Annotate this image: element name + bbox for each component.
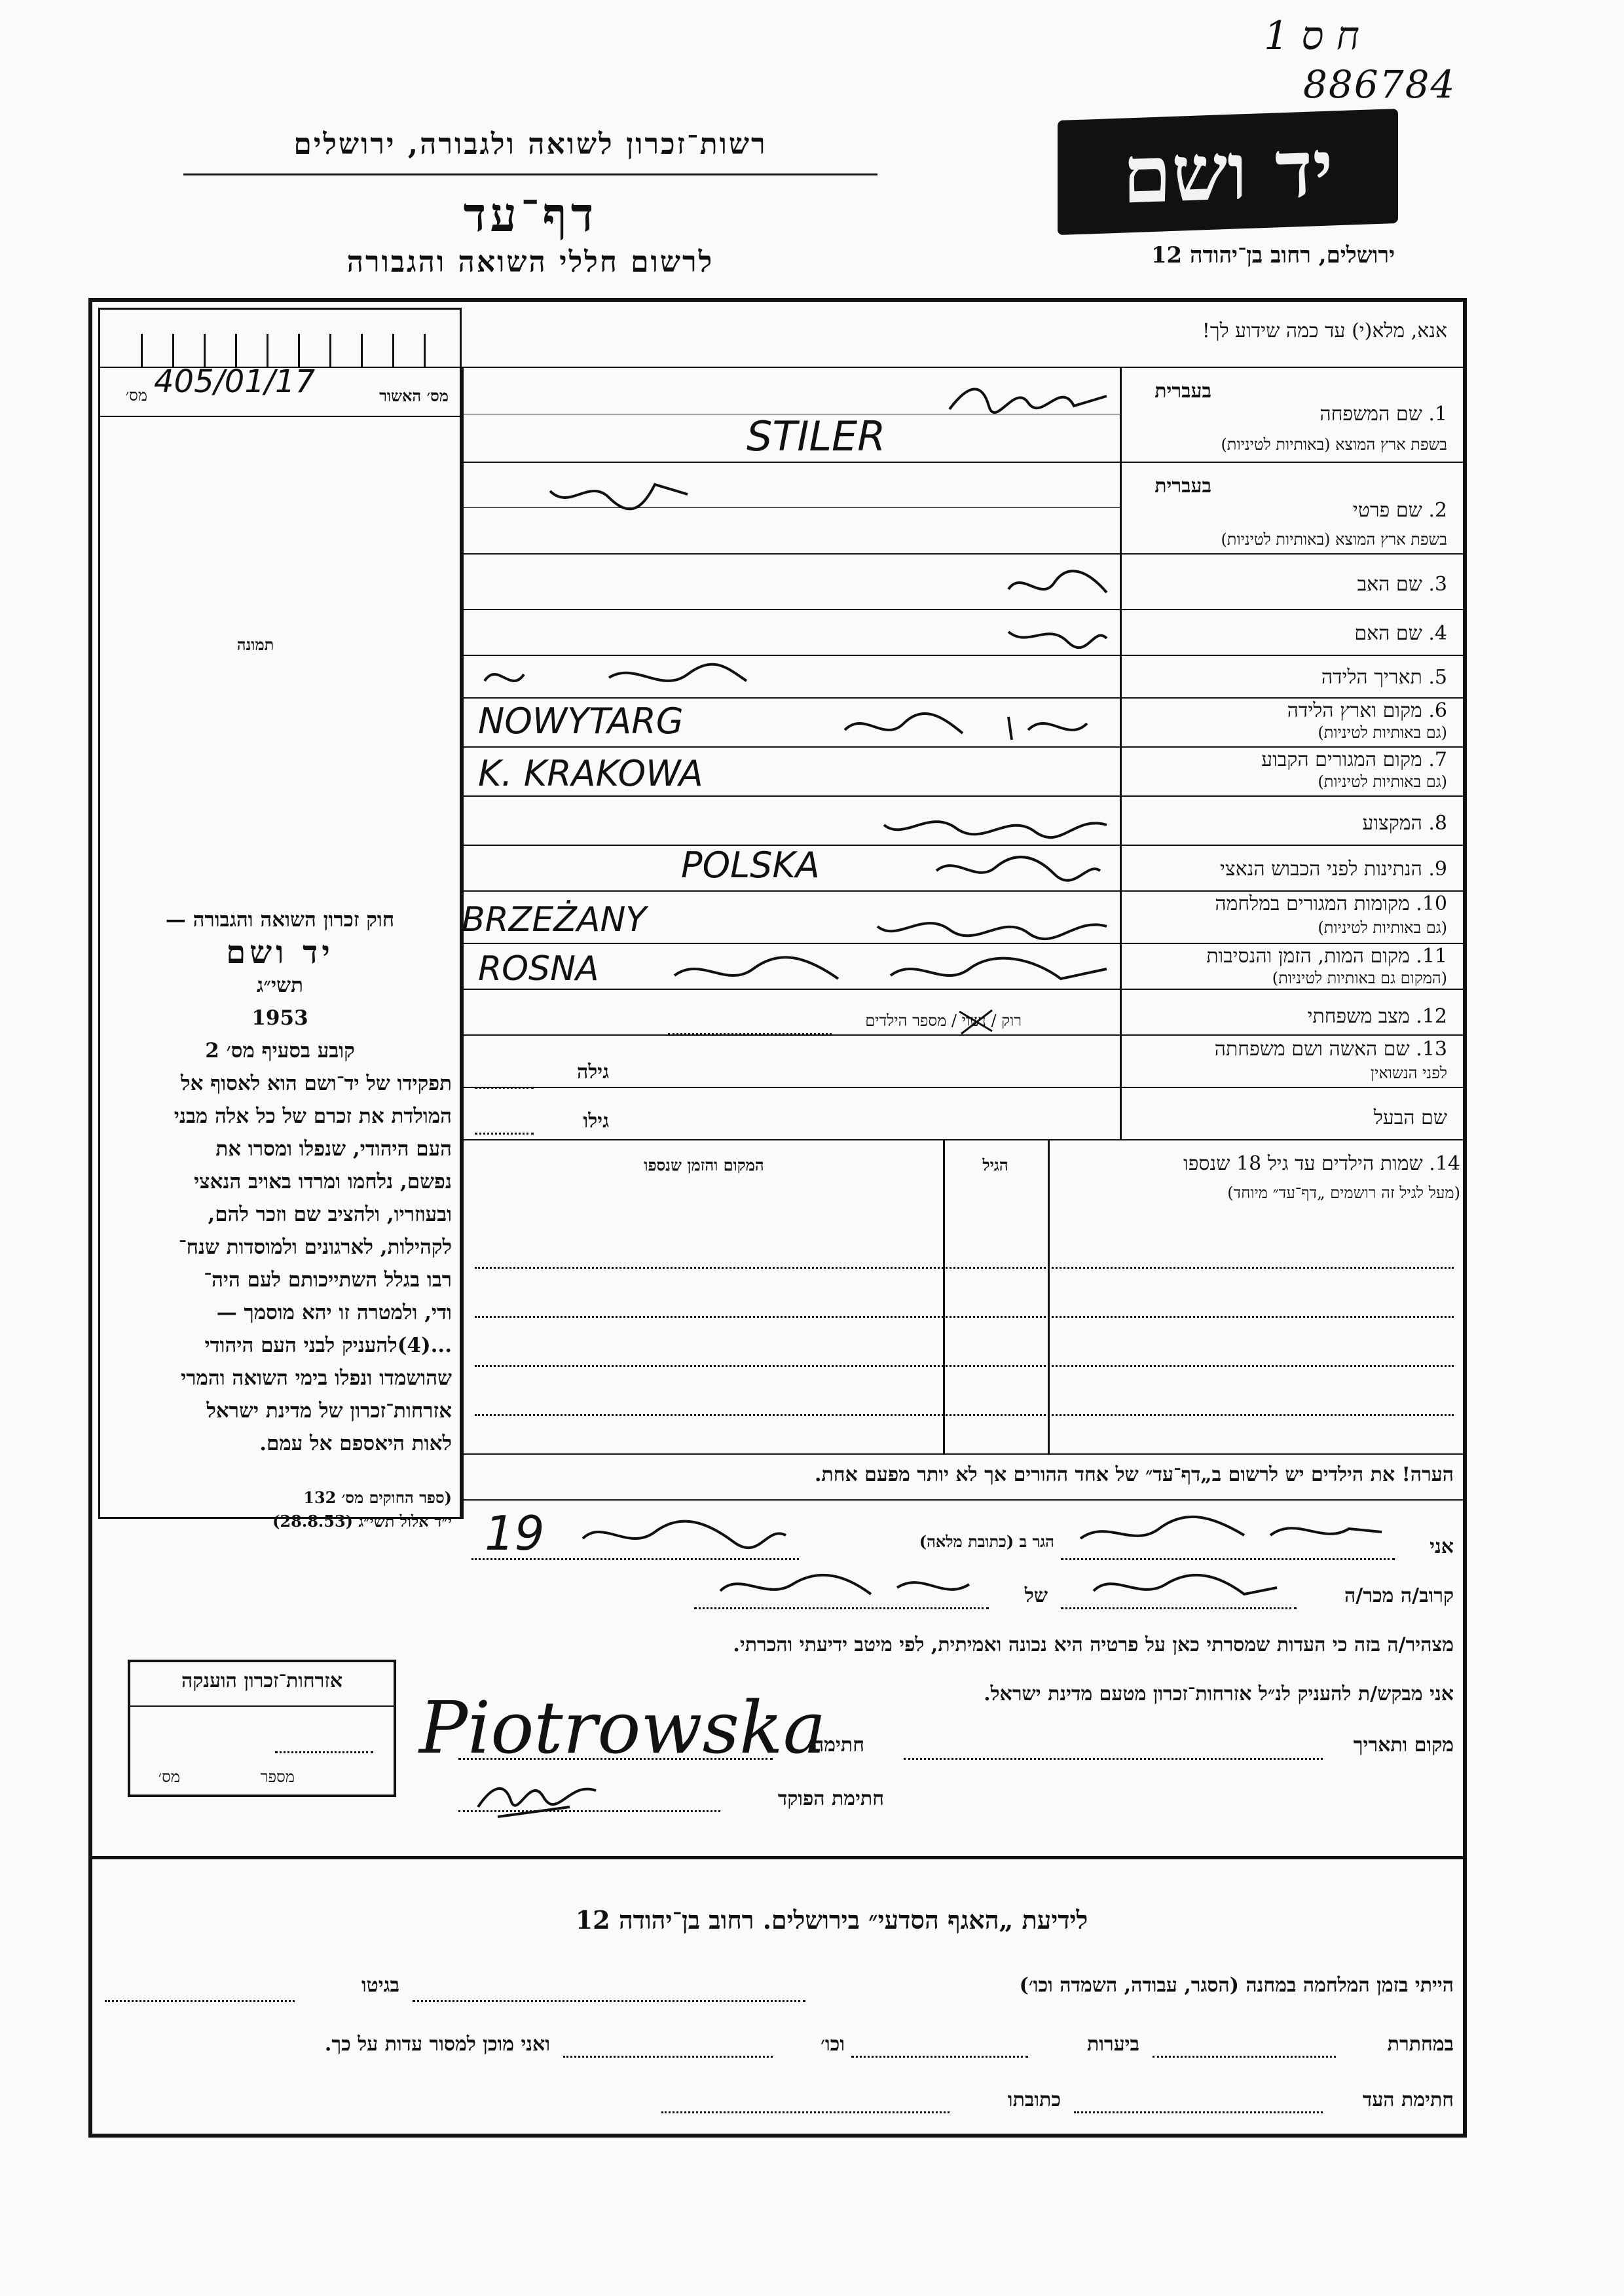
field-9-label: 9. הנתינות לפני הכבוש הנאצי — [1220, 858, 1447, 881]
footer-witness-signature-label: חתימת העד — [1362, 2088, 1454, 2111]
footer-address-label: כתובתו — [1007, 2088, 1061, 2111]
children-place-header: המקום והזמן שנספו — [644, 1156, 764, 1175]
field-3-label: 3. שם האב — [1357, 573, 1447, 596]
declarant-name-handwriting — [1074, 1509, 1388, 1555]
husband-age-line — [475, 1133, 534, 1135]
residence-latin: K. KRAKOWA — [478, 753, 703, 794]
officer-signature — [471, 1761, 602, 1820]
field-2-label: 2. שם פרטי — [1352, 499, 1447, 522]
approval-no-sign: מס׳ — [125, 386, 147, 405]
place-date-line — [904, 1758, 1323, 1760]
citizenship-line — [275, 1751, 373, 1753]
resident-label: הגר ב (כתובת מלאה) — [919, 1532, 1054, 1551]
birthdate-handwriting — [478, 655, 753, 701]
citizenship-title: אזרחות־זכרון הוענקה — [181, 1669, 343, 1692]
relative-label: קרוב/ה מכר/ה — [1344, 1584, 1454, 1607]
law-line: תפקידו של יד־ושם הוא לאסוף אל — [181, 1072, 452, 1095]
footer-ghetto-line — [105, 2000, 295, 2002]
address-handwriting — [576, 1512, 792, 1558]
row-divider — [462, 795, 1464, 797]
footer-witness-signature-line — [1074, 2111, 1323, 2113]
law-section: קובע בסעיף מס׳ 2 — [205, 1039, 355, 1063]
wartime-residence-hebrew-handwriting — [871, 903, 1113, 946]
field-2-sublabel: בשפת ארץ המוצא (באותיות לטיניות) — [1221, 530, 1447, 549]
law-line: רבו בגלל השתייכותם לעם היה־ — [204, 1268, 452, 1292]
row-divider — [462, 746, 1464, 748]
footer-title: לידיעת „האגף הסדעי״ בירושלים. רחוב בן־יהודה 12 — [575, 1905, 1088, 1935]
intro-text: אנא, מלא(י) עד כמה שידוע לך! — [1202, 319, 1447, 342]
photo-label: תמונה — [236, 635, 274, 654]
birthplace-hebrew-handwriting — [838, 704, 1113, 746]
death-circumstances-handwriting — [668, 949, 1113, 995]
place-date-label: מקום ותאריך — [1353, 1734, 1454, 1757]
citizenship-box-divider — [128, 1705, 396, 1707]
archive-stamp: 1 ח ס — [1264, 13, 1359, 59]
row-divider — [462, 1453, 1464, 1455]
field-8-label: 8. המקצוע — [1362, 812, 1447, 835]
citizenship-no-label: מספר — [260, 1768, 295, 1786]
row-divider — [462, 1499, 1464, 1501]
field-4-label: 4. שם האם — [1354, 622, 1447, 645]
children-row-line — [475, 1267, 1454, 1269]
officer-signature-label: חתימת הפוקד — [777, 1787, 884, 1810]
form-subtitle: לרשום חללי השואה והגבורה — [346, 246, 714, 279]
nationality-latin: POLSKA — [681, 845, 820, 886]
footer-underground-label: במחתרת — [1387, 2033, 1454, 2056]
footer-address-line — [661, 2111, 950, 2113]
row-divider — [462, 553, 1464, 555]
law-year: 1953 — [251, 1006, 308, 1030]
mother-name-handwriting — [1002, 612, 1113, 658]
relation-handwriting — [1087, 1565, 1283, 1607]
approval-number: 405/01/17 — [154, 363, 316, 400]
declarant-signature: Piotrowska — [419, 1686, 826, 1770]
field-5-label: 5. תאריך הלידה — [1321, 666, 1447, 689]
institution-address: ירושלים, רחוב בן־יהודה 12 — [1151, 242, 1395, 268]
children-row-line — [475, 1414, 1454, 1416]
marital-options: רוק / נשוי / מספר הילדים — [865, 1011, 1022, 1030]
footer-camp-label: הייתי בזמן המלחמה במחנה (הסגר, עבודה, השמדה וכו׳) — [1019, 1974, 1454, 1997]
victim-name-handwriting — [714, 1565, 976, 1607]
field-13-sublabel: לפני הנשואין — [1370, 1064, 1447, 1082]
law-name: יד ושם — [226, 934, 334, 971]
header-divider — [183, 173, 877, 175]
approval-label: מס׳ האשור — [379, 386, 449, 405]
children-note: הערה! את הילדים יש לרשום ב„דף־עד״ של אחד ההורים אך לא יותר מפעם אחת. — [814, 1463, 1454, 1486]
declaration-request: אני מבקש/ת להעניק לנ״ל אזרחות־זכרון מטעם מדינת ישראל. — [984, 1683, 1454, 1705]
birthplace-latin: NOWYTARG — [478, 701, 684, 742]
row-divider — [462, 1087, 1464, 1088]
field-13-label: 13. שם האשה ושם משפחתה — [1214, 1038, 1447, 1061]
field-10-sublabel: (גם באותיות לטיניות) — [1318, 919, 1447, 937]
field-7-sublabel: (גם באותיות לטיניות) — [1318, 773, 1447, 791]
declarant-name-line — [1061, 1558, 1395, 1560]
field-11-label: 11. מקום המות, הזמן והנסיבות — [1206, 945, 1447, 968]
field-7-label: 7. מקום המגורים הקבוע — [1261, 748, 1447, 771]
field-6-sublabel: (גם באותיות לטיניות) — [1318, 723, 1447, 742]
footer-etc-label: וכו׳ — [821, 2033, 845, 2056]
footer-willing-label: ואני מוכן למסור עדות על כך. — [324, 2033, 550, 2056]
death-place-latin: ROSNA — [478, 949, 599, 989]
law-reference: (ספר החוקים מס׳ 132 — [303, 1488, 452, 1507]
law-line: לקהילות, לארגונים ולמוסדות שנח־ — [178, 1235, 452, 1259]
surname-latin: STILER — [747, 412, 886, 460]
victim-name-line — [694, 1607, 989, 1609]
profession-handwriting — [877, 802, 1113, 845]
father-name-handwriting — [1002, 563, 1113, 609]
row-divider — [462, 845, 1464, 846]
field-14-sublabel: (מעל לגיל זה רושמים „דף־עד״ מיוחד) — [1227, 1184, 1460, 1202]
address-number: 19 — [485, 1506, 545, 1561]
law-line: נפשם, נלחמו ומרדו באויב הנאצי — [194, 1170, 452, 1194]
wartime-residence-latin: BRZEŻANY — [462, 900, 647, 939]
footer-etc-line — [563, 2056, 773, 2058]
hebrew-label: בעברית — [1154, 380, 1211, 403]
husband-age-label: גילו — [583, 1110, 609, 1133]
children-row-line — [475, 1316, 1454, 1318]
husband-label: שם הבעל — [1373, 1106, 1447, 1129]
footer-divider — [88, 1856, 1467, 1859]
wife-age-label: גילה — [576, 1061, 609, 1084]
declaration-statement: מצהיר/ה בזה כי העדות שמסרתי כאן על פרטיה היא נכונה ואמיתית, לפי מיטב ידיעתי והכרתי. — [733, 1633, 1454, 1656]
law-line: העם היהודי, שנפלו ומסרו את — [215, 1137, 452, 1161]
footer-forests-label: ביערות — [1086, 2033, 1139, 2056]
of-label: של — [1024, 1584, 1048, 1607]
law-line: ...(4)להעניק לבני העם היהודי — [204, 1334, 452, 1357]
children-name-column-divider — [1048, 1139, 1050, 1453]
field-12-label: 12. מצב משפחתי — [1307, 1005, 1447, 1028]
footer-ghetto-label: בגיטו — [361, 1974, 399, 1997]
field-11-sublabel: (המקום גם באותיות לטיניות) — [1272, 969, 1447, 987]
children-age-column-divider — [943, 1139, 945, 1453]
law-line: אזרחות־זכרון של מדינת ישראל — [206, 1399, 452, 1423]
law-year-heb: תשי״ג — [257, 974, 303, 997]
signature-label: חתימה — [813, 1734, 864, 1757]
field-1-label: 1. שם המשפחה — [1320, 403, 1447, 426]
children-count-line — [668, 1033, 832, 1035]
children-row-line — [475, 1365, 1454, 1367]
surname-hebrew-handwriting — [943, 376, 1113, 422]
form-title: דף־עד — [463, 187, 598, 242]
label-column-divider — [1120, 367, 1122, 1139]
row-divider — [462, 462, 1464, 463]
wife-age-line — [475, 1087, 534, 1089]
footer-underground-line — [1153, 2056, 1336, 2058]
footer-forests-line — [851, 2056, 1028, 2058]
field-1-sublabel: בשפת ארץ המוצא (באותיות לטיניות) — [1221, 435, 1447, 454]
yad-vashem-law — [108, 903, 452, 1533]
relation-line — [1061, 1607, 1297, 1609]
nationality-hebrew-handwriting — [930, 848, 1107, 887]
citizenship-no-sign: מס׳ — [158, 1768, 180, 1786]
firstname-hebrew-handwriting — [544, 471, 694, 517]
field-10-label: 10. מקומות המגורים במלחמה — [1215, 892, 1447, 915]
field-14-label: 14. שמות הילדים עד גיל 18 שנספו — [1183, 1152, 1460, 1175]
law-line: המולדת את זכרם של כל אלה מבני — [174, 1104, 452, 1128]
law-line: ודי, ולמטרה זו יהא מוסמך — — [216, 1301, 452, 1324]
archive-number: 886784 — [1303, 62, 1456, 107]
footer-camp-line — [413, 2000, 805, 2002]
marital-mark — [956, 1005, 995, 1038]
children-age-header: הגיל — [982, 1156, 1008, 1175]
yad-vashem-logo: יד ושם — [1058, 109, 1398, 235]
row-divider — [462, 367, 1464, 368]
field-6-label: 6. מקום וארץ הלידה — [1287, 699, 1447, 722]
row-divider — [462, 609, 1464, 610]
row-divider — [462, 890, 1464, 892]
law-line: לאות היאספם אל עמם. — [259, 1432, 452, 1455]
institution-name: רשות־זכרון לשואה ולגבורה, ירושלים — [293, 128, 767, 161]
hebrew-label: בעברית — [1154, 475, 1211, 498]
row-divider — [462, 1139, 1464, 1140]
declarant-i: אני — [1430, 1535, 1454, 1558]
law-line: שהושמדו ונפלו בימי השואה והמרי — [181, 1366, 452, 1390]
law-reference-date: י״ד אלול תשי״ג (28.8.53) — [272, 1512, 452, 1531]
sidebar-row-divider — [98, 416, 462, 417]
law-line: ובעוזריו, ולהציב שם וזכר להם, — [208, 1203, 452, 1226]
law-title: חוק זכרון השואה והגבורה — — [165, 908, 395, 932]
